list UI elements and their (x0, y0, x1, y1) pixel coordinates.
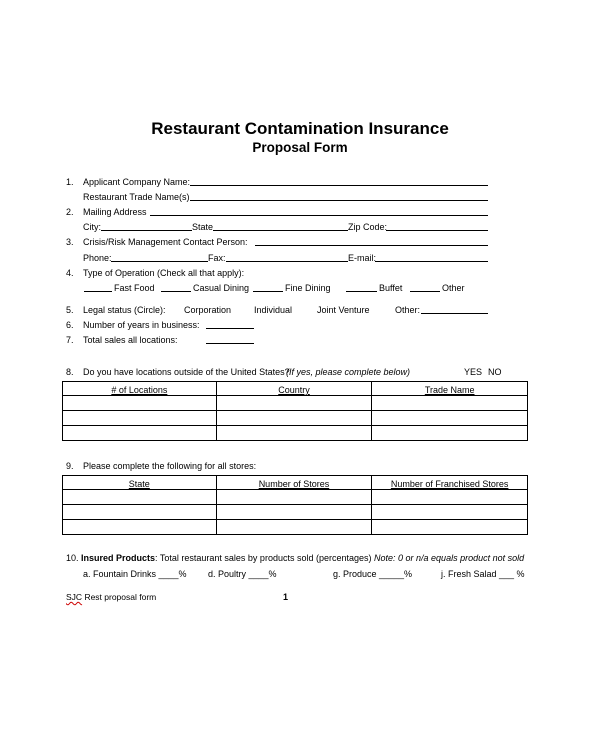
table-cell[interactable] (372, 520, 528, 535)
table-cell[interactable] (372, 411, 528, 426)
state-label: State (192, 222, 214, 232)
footer-reference (66, 592, 156, 602)
form-subtitle: Proposal Form (252, 140, 348, 155)
stores-table (62, 475, 528, 535)
email-field[interactable] (375, 261, 488, 262)
q8-label: Do you have locations outside of the United States? (83, 367, 290, 377)
product-produce[interactable]: g. Produce _____% (333, 569, 413, 579)
column-header: Country (216, 382, 372, 396)
q2-label: Mailing Address (83, 207, 147, 217)
contact-person-field[interactable] (255, 245, 488, 246)
q3-number: 3. (66, 237, 74, 247)
legal-individual[interactable]: Individual (254, 305, 293, 315)
table-cell[interactable] (216, 505, 372, 520)
table-cell[interactable] (63, 426, 217, 441)
product-fresh-salad[interactable]: j. Fresh Salad ___ % (441, 569, 525, 579)
mailing-address-field[interactable] (150, 215, 488, 216)
fast-food-checkbox[interactable] (84, 291, 112, 292)
q7-label: Total sales all locations: (83, 335, 178, 345)
table-row (63, 505, 528, 520)
q3-label: Crisis/Risk Management Contact Person: (83, 237, 248, 247)
column-header: Number of Franchised Stores (372, 476, 528, 490)
years-in-business-field[interactable] (206, 328, 254, 329)
q1b-label: Restaurant Trade Name(s) (83, 192, 190, 202)
column-header: Trade Name (372, 382, 528, 396)
table-cell[interactable] (372, 396, 528, 411)
table-cell[interactable] (372, 426, 528, 441)
table-header-row (63, 382, 528, 396)
table-cell[interactable] (63, 411, 217, 426)
q1-number: 1. (66, 177, 74, 187)
q10-bold-label: Insured Products (81, 553, 156, 563)
buffet-label: Buffet (379, 283, 403, 293)
footer-sjc: SJC (66, 592, 83, 602)
casual-dining-label: Casual Dining (193, 283, 250, 293)
q10-note: Note: 0 or n/a equals product not sold (374, 553, 525, 563)
other-op-checkbox[interactable] (410, 291, 440, 292)
q10-line (66, 553, 524, 563)
table-cell[interactable] (216, 520, 372, 535)
table-row (63, 520, 528, 535)
casual-dining-checkbox[interactable] (161, 291, 191, 292)
legal-corporation[interactable]: Corporation (184, 305, 232, 315)
q8-hint: (If yes, please complete below) (286, 367, 411, 377)
column-header: State (63, 476, 217, 490)
q10-number: 10. (66, 553, 79, 563)
table-cell[interactable] (372, 505, 528, 520)
q5-label: Legal status (Circle): (83, 305, 166, 315)
table-cell[interactable] (216, 411, 372, 426)
q10-text: : Total restaurant sales by products sold (percentages) (155, 553, 372, 563)
table-cell[interactable] (216, 426, 372, 441)
q9-label: Please complete the following for all stores: (83, 461, 257, 471)
locations-table (62, 381, 528, 441)
city-field[interactable] (101, 230, 192, 231)
table-cell[interactable] (372, 490, 528, 505)
table-header-row (63, 476, 528, 490)
table-cell[interactable] (63, 505, 217, 520)
fast-food-label: Fast Food (114, 283, 155, 293)
table-cell[interactable] (63, 490, 217, 505)
q7-number: 7. (66, 335, 74, 345)
fine-dining-checkbox[interactable] (253, 291, 283, 292)
phone-field[interactable] (111, 261, 208, 262)
form-title: Restaurant Contamination Insurance (151, 119, 449, 138)
table-row (63, 426, 528, 441)
q1-label: Applicant Company Name: (83, 177, 191, 187)
legal-joint-venture[interactable]: Joint Venture (317, 305, 370, 315)
product-fountain-drinks[interactable]: a. Fountain Drinks ____% (83, 569, 187, 579)
zip-label: Zip Code: (348, 222, 388, 232)
company-name-field[interactable] (190, 185, 488, 186)
legal-other-field[interactable] (421, 313, 488, 314)
city-label: City: (83, 222, 101, 232)
page-number: 1 (283, 592, 289, 602)
q8-yes[interactable]: YES (464, 367, 483, 377)
table-cell[interactable] (63, 396, 217, 411)
product-poultry[interactable]: d. Poultry ____% (208, 569, 277, 579)
q2-number: 2. (66, 207, 74, 217)
trade-name-field[interactable] (190, 200, 488, 201)
other-op-label: Other (442, 283, 465, 293)
table-cell[interactable] (216, 396, 372, 411)
footer-ref-text: Rest proposal form (84, 592, 157, 602)
q4-number: 4. (66, 268, 74, 278)
fax-field[interactable] (226, 261, 348, 262)
q8-number: 8. (66, 367, 74, 377)
q6-label: Number of years in business: (83, 320, 200, 330)
fax-label: Fax: (208, 253, 226, 263)
state-field[interactable] (213, 230, 348, 231)
table-row (63, 411, 528, 426)
buffet-checkbox[interactable] (346, 291, 377, 292)
q9-number: 9. (66, 461, 74, 471)
table-row (63, 396, 528, 411)
zip-field[interactable] (386, 230, 488, 231)
q8-no[interactable]: NO (488, 367, 502, 377)
q6-number: 6. (66, 320, 74, 330)
total-sales-field[interactable] (206, 343, 254, 344)
q5-number: 5. (66, 305, 74, 315)
column-header: # of Locations (63, 382, 217, 396)
table-cell[interactable] (216, 490, 372, 505)
table-cell[interactable] (63, 520, 217, 535)
fine-dining-label: Fine Dining (285, 283, 331, 293)
table-row (63, 490, 528, 505)
legal-other-label: Other: (395, 305, 421, 315)
phone-label: Phone: (83, 253, 112, 263)
column-header: Number of Stores (216, 476, 372, 490)
email-label: E-mail: (348, 253, 377, 263)
q4-label: Type of Operation (Check all that apply): (83, 268, 245, 278)
